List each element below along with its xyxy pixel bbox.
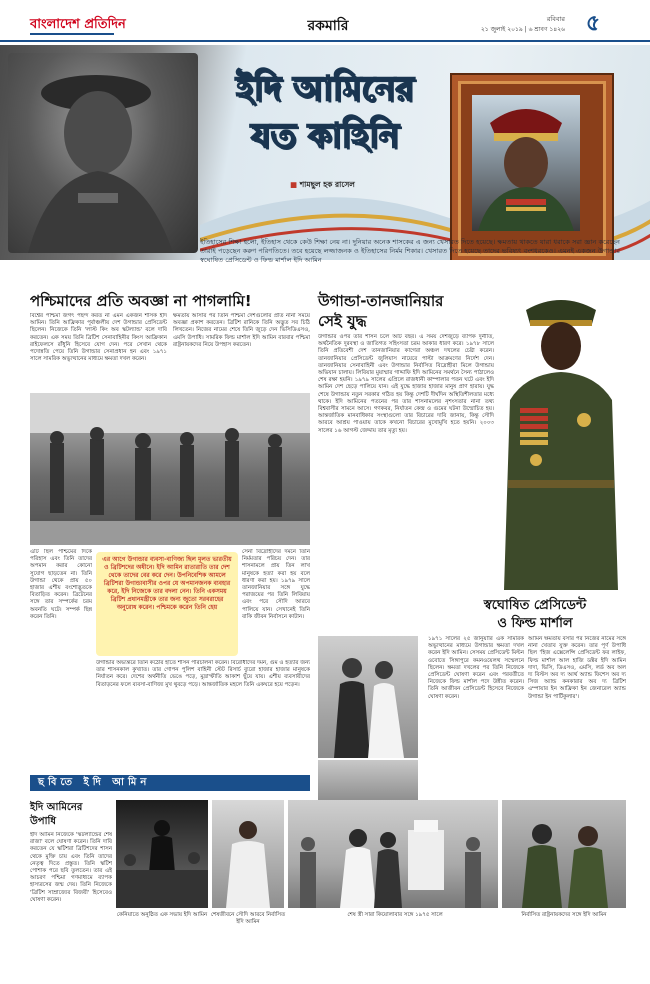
field-marshal-icon [496, 290, 626, 590]
gallery-side-headline-line1: ইদি আমিনের [30, 802, 83, 813]
article1-headline: পশ্চিমাদের প্রতি অবজ্ঞা না পাগলামি! [30, 292, 252, 310]
robed-man-icon [212, 800, 284, 908]
framed-portrait [452, 75, 612, 260]
article3-headline-line2: ও ফিল্ড মার্শাল [497, 616, 573, 631]
article3-body-right: আমিন ক্ষমতায় বসার পর নিজের নামের সঙ্গে নানা খেতাব যুক্ত করেন। তার পূর্ণ উপাধি ছিল 'হিজ এক্সেলেন্সি প্রেসিডেন্ট ফর লাইফ, ফিল্ড মার্শাল আল হাজি ডক্টর ইদি আমিন দাদা, ভিসি, ডিএসও, এমসি, লর্ড অব অল দ্য বিস্টস অব দ্য আর্থ অ্যান্ড ফিশেস অব দ্য সিজ অ্যান্ড কনকারার অব দ্য ব্রিটিশ এম্পায়ার ইন আফ্রিকা ইন জেনারেল অ্যান্ড উগান্ডা ইন পার্টিকুলার'। [528, 636, 626, 700]
article1-body-bottom-right: সেনা বিদ্রোহীদের দমনে তিনি নির্মমতার পরিচয় দেন। তার শাসনামলে প্রায় তিন লাখ মানুষকে হত্যা করা হয় বলে ধারণা করা হয়। ১৯৭৯ সালে তানজানিয়ার সঙ্গে যুদ্ধে পরাজয়ের পর তিনি লিবিয়ায় এবং পরে সৌদি আরবে পালিয়ে যান। সেখানেই তিনি বাকি জীবন নির্বাসনে কাটান। [242, 549, 310, 620]
gallery-photo-1 [116, 800, 208, 908]
pull-quote [96, 552, 238, 656]
gallery-caption-4: নির্বাসিত রাষ্ট্রনায়কদের সঙ্গে ইদি আমিন [521, 912, 607, 918]
soldiers-icon [30, 393, 310, 545]
article2-headline-line1: উগান্ডা-তানজানিয়ার [318, 292, 444, 310]
wedding-photo [318, 636, 418, 758]
page-number-badge [573, 10, 613, 38]
article3-body-left: ১৯৭১ সালের ২৫ জানুয়ারি এক সামরিক অভ্যুত্থানের মাধ্যমে উগান্ডার ক্ষমতা দখল করেন ইদি আমিন। সেসময় প্রেসিডেন্ট মিল্টন ওবোতে সিঙ্গাপুরে কমনওয়েলথ সম্মেলনে ছিলেন। ক্ষমতা দখলের পর তিনি নিজেকে প্রেসিডেন্ট ঘোষণা করেন এবং পরবর্তীতে নিজেকে ফিল্ড মার্শাল পদে উন্নীত করেন। তিনি আজীবন প্রেসিডেন্ট হিসেবে নিজেকে ঘোষণা করেন। [428, 636, 524, 700]
couple-icon [318, 636, 418, 758]
general-portrait-icon [472, 95, 580, 231]
gallery-caption-3: শেষ স্ত্রী সারা কিয়োলাবার সঙ্গে ১৯৭৫ সালে [347, 912, 443, 918]
article1-body-right: ক্ষমতায় আসার পর তিনি পশ্চিমা দেশগুলোর প্রতি নানা সময়ে অবজ্ঞা প্রকাশ করতেন। ব্রিটিশ রানিকে তিনি অদ্ভুত সব চিঠি লিখতেন। নিজের নামের শেষে তিনি জুড়ে দেন ভিসিডিএসও, এমসি উপাধি। সামরিক ফিল্ড মার্শাল ইদি আমিন বারবার পশ্চিমা রাষ্ট্রনায়কদের নিয়ে উপহাস করতেন। [173, 313, 310, 348]
gallery-side-headline-line2: উপাধি [30, 816, 56, 827]
crowd-icon [116, 800, 208, 908]
issue-date: ২১ জুলাই ২০১৯ | ৬ শ্রাবণ ১৪২৬ [480, 26, 565, 33]
section-title: রকমারি [307, 18, 349, 34]
article1-body-bottom: এটি ছিল পশ্চিমের দিকে পরিহাস এবং তিনি তাদের অপমান করার কোনো সুযোগ ছাড়তেন না। তিনি উগান্ডা থেকে প্রায় ৫০ হাজার এশীয় বংশোদ্ভূতকে বিতাড়িত করেন। ব্রিটেনের সঙ্গে তার সম্পর্কের চরম অবনতি ঘটে। সম্পর্ক ছিন্ন করেন তিনি। [30, 549, 92, 620]
hero-portrait-left [8, 53, 198, 253]
hero-title-line1: ইদি আমিনের [235, 69, 415, 109]
hero-banner [0, 45, 650, 260]
gallery-label: ছবিতে ইদি আমিন [38, 777, 151, 788]
gallery-caption-2: শেষজীবনে সৌদি আরবে নির্বাসিত ইদি আমিন [210, 912, 286, 925]
portrait-painting [472, 95, 580, 231]
officer-silhouette-icon [8, 53, 198, 253]
masthead-logo[interactable]: বাংলাদেশ প্রতিদিন [30, 17, 126, 32]
byline-marker: ■ [290, 180, 298, 189]
masthead-rule [0, 40, 650, 42]
hero-intro: ইতিহাসের শিক্ষা হলো, ইতিহাস থেকে কেউ শিক্ষা নেয় না। দুনিয়ার অনেক শাসকের এ জন্য খেসারত দিতে হয়েছে। ক্ষমতায় থাকতে যারা ধরাকে সরা জ্ঞান করেছেন তারাই পড়েছেন করুণ পরিণতিতে। তবে হয়েছে লজ্জাজনক ও ইতিহাসের নির্মম শিকার। খেসারত দিতে হয়েছে তাদের ভবিষ্যৎ বংশধরকেও। এমনই একজন উগান্ডার স্বঘোষিত প্রেসিডেন্ট ও ফিল্ড মার্শাল ইদি আমিন [200, 238, 620, 264]
page-number: ৫ [585, 11, 601, 36]
byline [290, 180, 355, 192]
byline-author[interactable]: শামছুল হক রাসেল [299, 180, 355, 189]
logo-underline [30, 33, 114, 35]
pull-quote-text: এর আগে উগান্ডার ব্যবসা-বাণিজ্য ছিল মূলত ভারতীয় ও ব্রিটিশদের অধীনে। ইদি আমিন রাতারাতি তার দেশ থেকে তাদের বের করে দেন। উপনিবেশিক আমলে ব্রিটিশরা উগান্ডাবাসীর ওপর যে অপমানজনক ব্যবহার করে, ইদি নিজেকে তার বদলা নেন। তিনি একসময় ব্রিটিশ প্রধানমন্ত্রীকে তার জন্য জুতো সরবরাহের অনুরোধ করেন। পশ্চিমকে করেন তিনি হেয় [102, 556, 232, 611]
gallery-side-body: ইদি আমিন নিজেকে 'স্কটল্যান্ডের শেষ রাজা' বলে ঘোষণা করেন। তিনি দাবি করতেন যে স্কটিশরা ব্রিটিশদের শাসন থেকে মুক্তি চায় এবং তিনি তাদের নেতৃত্ব দিতে প্রস্তুত। তিনি স্কটিশ পোশাক পরে ছবি তুলতেন। তার এই আচরণ পশ্চিমা গণমাধ্যমে ব্যাপক হাস্যরসের জন্ম দেয়। তিনি নিজেকে 'ব্রিটিশ সাম্রাজ্যের বিজয়ী' হিসেবেও ঘোষণা করেন। [30, 832, 112, 903]
handshake-icon [502, 800, 626, 908]
gallery-photo-3 [288, 800, 498, 908]
gallery-photo-4 [502, 800, 626, 908]
article1-body-left: বিশ্বের পশ্চিমা জগৎ পছন্দ করত না এমন একজন শাসক ইদি আমিন। তিনি আফ্রিকার পূর্বাঞ্চলীয় দেশ উগান্ডার প্রেসিডেন্ট ছিলেন। নিজেকে তিনি 'লাস্ট কিং অব স্কটল্যান্ড' বলে দাবি করতেন। এক সময় তিনি ব্রিটিশ সেনাবাহিনীর কিংস আফ্রিকান রাইফেলসে রাঁধুনি হিসেবে যোগ দেন। পরে সেখান থেকে পদোন্নতি পেয়ে তিনি উগান্ডার সেনাপ্রধান হন এবং ১৯৭১ সালে সামরিক অভ্যুত্থানের মাধ্যমে ক্ষমতা দখল করেন। [30, 313, 167, 363]
gallery-label-bar [30, 775, 310, 791]
hero-title-line2: যত কাহিনি [250, 116, 400, 156]
article2-body: উগান্ডার ওপর তার শাসন চলে আট বছর। এ সময় দেশজুড়ে ব্যাপক দুর্নীতি, অর্থনৈতিক দুরবস্থা ও জাতিগত সহিংসতা চরম আকার ধারণ করে। ১৯৭৮ সালে তিনি প্রতিবেশী দেশ তানজানিয়ার কাগেরা অঞ্চল দখলের চেষ্টা করেন। তানজানিয়ার প্রেসিডেন্ট জুলিয়াস নায়েরে পাল্টা আক্রমণের নির্দেশ দেন। তানজানিয়ার সেনাবাহিনী এবং উগান্ডার নির্বাসিত বিদ্রোহীরা মিলে উগান্ডায় অভিযান চালায়। লিবিয়ার মুয়াম্মার গাদ্দাফি ইদি আমিনের সমর্থনে সৈন্য পাঠালেও শেষ রক্ষা হয়নি। ১৯৭৯ সালের এপ্রিলে রাজধানী কাম্পালার পতন ঘটে এবং ইদি আমিন দেশ ছেড়ে পালিয়ে যান। এই যুদ্ধে হাজার হাজার মানুষ প্রাণ হারায়। যুদ্ধ শেষে উগান্ডায় নতুন সরকার গঠিত হয় কিন্তু দেশটি দীর্ঘদিন অস্থিতিশীলতার মধ্যে থাকে। ইদি আমিনের পতনের পর তার শাসনামলের নৃশংসতার নানা তথ্য বিশ্ববাসীর সামনে আসে। গণকবর, নির্যাতন কেন্দ্র ও গুমের ঘটনা উন্মোচিত হয়। আন্তর্জাতিক মানবাধিকার সংস্থাগুলো তার বিচারের দাবি জানায়, কিন্তু সৌদি আরবে আশ্রয় পাওয়ায় তাকে কখনো বিচারের মুখোমুখি হতে হয়নি। ২০০৩ সালের ১৬ আগস্ট জেদ্দায় তার মৃত্যু হয়। [318, 334, 494, 434]
gallery-photo-2 [212, 800, 284, 908]
article2-headline-line2: সেই যুদ্ধ [318, 312, 367, 330]
article1-body-mid: উগান্ডার অভ্যন্তরে তিনি কঠোর হাতে শাসন পরিচালনা করেন। বিরোধীদের দমন, গুম ও হত্যার জন্য তার শাসনকাল কুখ্যাত। তার গোপন পুলিশ বাহিনী স্টেট রিসার্চ ব্যুরো হাজার হাজার মানুষকে নির্যাতন করে। দেশের অর্থনীতি ভেঙে পড়ে, মুদ্রাস্ফীতি আকাশ ছুঁয়ে যায়। এশীয় ব্যবসায়ীদের বিতাড়নের ফলে ব্যবসা-বাণিজ্য মুখ থুবড়ে পড়ে। আন্তর্জাতিক মহলে তিনি একঘরে হয়ে পড়েন। [96, 660, 310, 688]
article3-headline-line1: স্বঘোষিত প্রেসিডেন্ট [483, 598, 587, 613]
wedding-party-icon [288, 800, 498, 908]
soldiers-march-photo [30, 393, 310, 545]
gallery-caption-1: কেনিয়াতে অনুষ্ঠিত এক সভায় ইদি আমিন [116, 912, 208, 918]
issue-day: রবিবার [546, 15, 565, 23]
marshal-portrait [496, 290, 626, 590]
